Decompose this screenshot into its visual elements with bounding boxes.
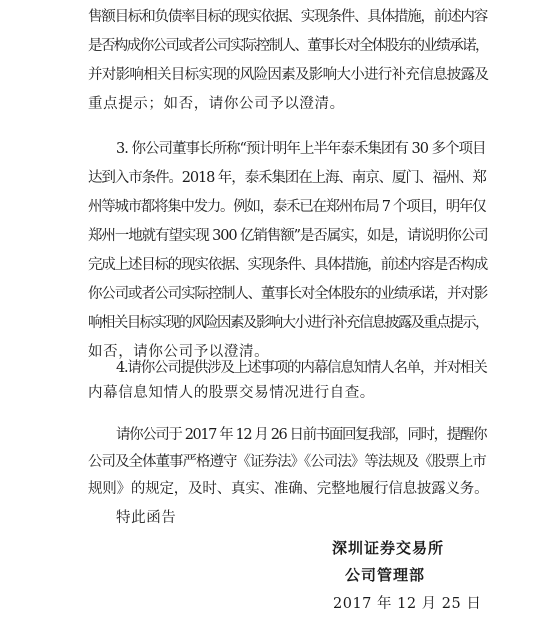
para-2-line-8: 如否，请你公司予以澄清。 (88, 344, 270, 360)
para-2-line-7: 响相关目标实现的风险因素及影响大小进行补充信息披露及重点提示， (88, 315, 488, 331)
para-4-line-2: 公司及全体董事严格遵守《证券法》《公司法》等法规及《股票上市 (88, 454, 486, 470)
para-4-line-1: 请你公司于 2017 年 12 月 26 日前书面回复我部，同时，提醒你 (116, 427, 487, 443)
para-4-line-3: 规则》的规定，及时、真实、准确、完整地履行信息披露义务。 (88, 481, 489, 497)
para-2-line-4: 郑州一地就有望实现 300 亿销售额”是否属实，如是，请说明你公司 (88, 228, 488, 244)
para-3-line-1: 4.请你公司提供涉及上述事项的内幕信息知情人名单，并对相关 (116, 360, 487, 376)
para-2-line-2: 达到入市条件。2018 年，泰禾集团在上海、南京、厦门、福州、郑 (88, 170, 486, 186)
closing-text: 特此函告 (116, 510, 177, 526)
para-2-line-1: 3. 你公司董事长所称“预计明年上半年泰禾集团有 30 多个项目 (116, 141, 486, 157)
para-3-line-2: 内幕信息知情人的股票交易情况进行自查。 (88, 385, 375, 401)
para-2-line-5: 完成上述目标的现实依据、实现条件、具体措施，前述内容是否构成 (88, 257, 487, 273)
para-1-line-4: 重点提示；如否，请你公司予以澄清。 (88, 96, 345, 112)
para-1-line-2: 是否构成你公司或者公司实际控制人、董事长对全体股东的业绩承诺， (88, 38, 488, 54)
signature-dept: 公司管理部 (345, 566, 426, 584)
para-1-line-3: 并对影响相关目标实现的风险因素及影响大小进行补充信息披露及 (88, 67, 489, 83)
para-2-line-3: 州等城市都将集中发力。例如，泰禾已在郑州布局 7 个项目，明年仅 (88, 199, 486, 215)
signature-date: 2017 年 12 月 25 日 (333, 596, 482, 612)
signature-org: 深圳证券交易所 (332, 539, 445, 557)
para-1-line-1: 售额目标和负债率目标的现实依据、实现条件、具体措施，前述内容 (88, 9, 487, 25)
para-2-line-6: 你公司或者公司实际控制人、董事长对全体股东的业绩承诺，并对影 (88, 286, 487, 302)
